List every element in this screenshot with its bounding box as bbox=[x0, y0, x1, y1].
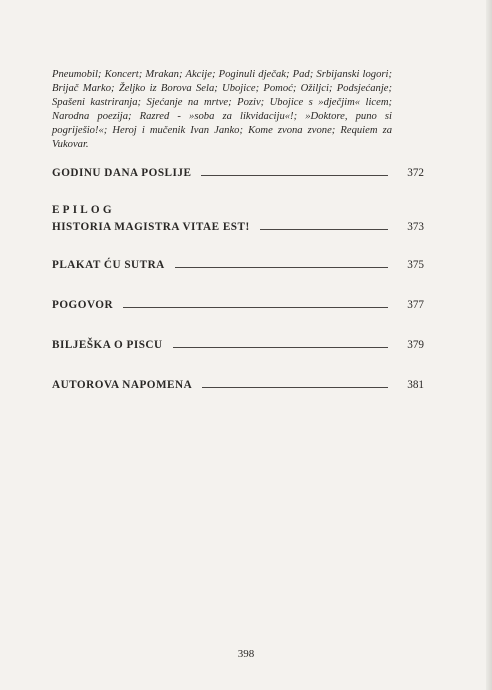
toc-entry-godinu-dana-poslije bbox=[52, 163, 424, 179]
toc-entry-page: 375 bbox=[407, 259, 424, 271]
toc-entry-plakat-cu-sutra bbox=[52, 255, 424, 271]
table-of-contents bbox=[52, 163, 424, 415]
toc-entry-title: AUTOROVA NAPOMENA bbox=[52, 379, 193, 391]
toc-entry-autorova-napomena bbox=[52, 375, 424, 391]
toc-entry-page: 377 bbox=[407, 299, 424, 311]
toc-leader-line bbox=[175, 267, 388, 268]
toc-entry-epilog bbox=[52, 203, 424, 233]
toc-entry-title: PLAKAT ĆU SUTRA bbox=[52, 259, 165, 271]
toc-entry-biljeska-o-piscu bbox=[52, 335, 424, 351]
toc-entry-page: 373 bbox=[407, 221, 424, 233]
toc-entry-page: 381 bbox=[407, 379, 424, 391]
toc-entry-title: POGOVOR bbox=[52, 299, 114, 311]
toc-entry-page: 372 bbox=[407, 167, 424, 179]
toc-leader-line bbox=[123, 307, 388, 308]
page-edge bbox=[486, 0, 492, 690]
toc-entry-title: GODINU DANA POSLIJE bbox=[52, 167, 192, 179]
toc-entry-title: BILJEŠKA O PISCU bbox=[52, 339, 163, 351]
toc-leader-line bbox=[201, 175, 388, 176]
toc-entry-page: 379 bbox=[407, 339, 424, 351]
toc-entry-title: HISTORIA MAGISTRA VITAE EST! bbox=[52, 221, 250, 233]
chapter-contents-list: Pneumobil; Koncert; Mrakan; Akcije; Poginuli dječak; Pad; Srbijanski logori; Brijač Marko; Željko iz Borova Sela; Ubojice; Pomoć; Ožiljci; Podsjećanje; Spašeni kastriranja; Sjećanje na mrtve; Poziv; Ubojice s »dječjim« licem; Narodna poezija; Razred - »soba za likvidaciju«!; »Doktore, puno si pogriješio!«; Heroj i mučenik Ivan Janko; Kome zvona zvone; Requiem za Vukovar. bbox=[52, 69, 392, 151]
page-number: 398 bbox=[237, 648, 255, 660]
toc-leader-line bbox=[173, 347, 388, 348]
toc-entry-kicker: EPILOG bbox=[52, 204, 115, 216]
toc-entry-pogovor bbox=[52, 295, 424, 311]
toc-leader-line bbox=[260, 229, 388, 230]
toc-leader-line bbox=[202, 387, 388, 388]
